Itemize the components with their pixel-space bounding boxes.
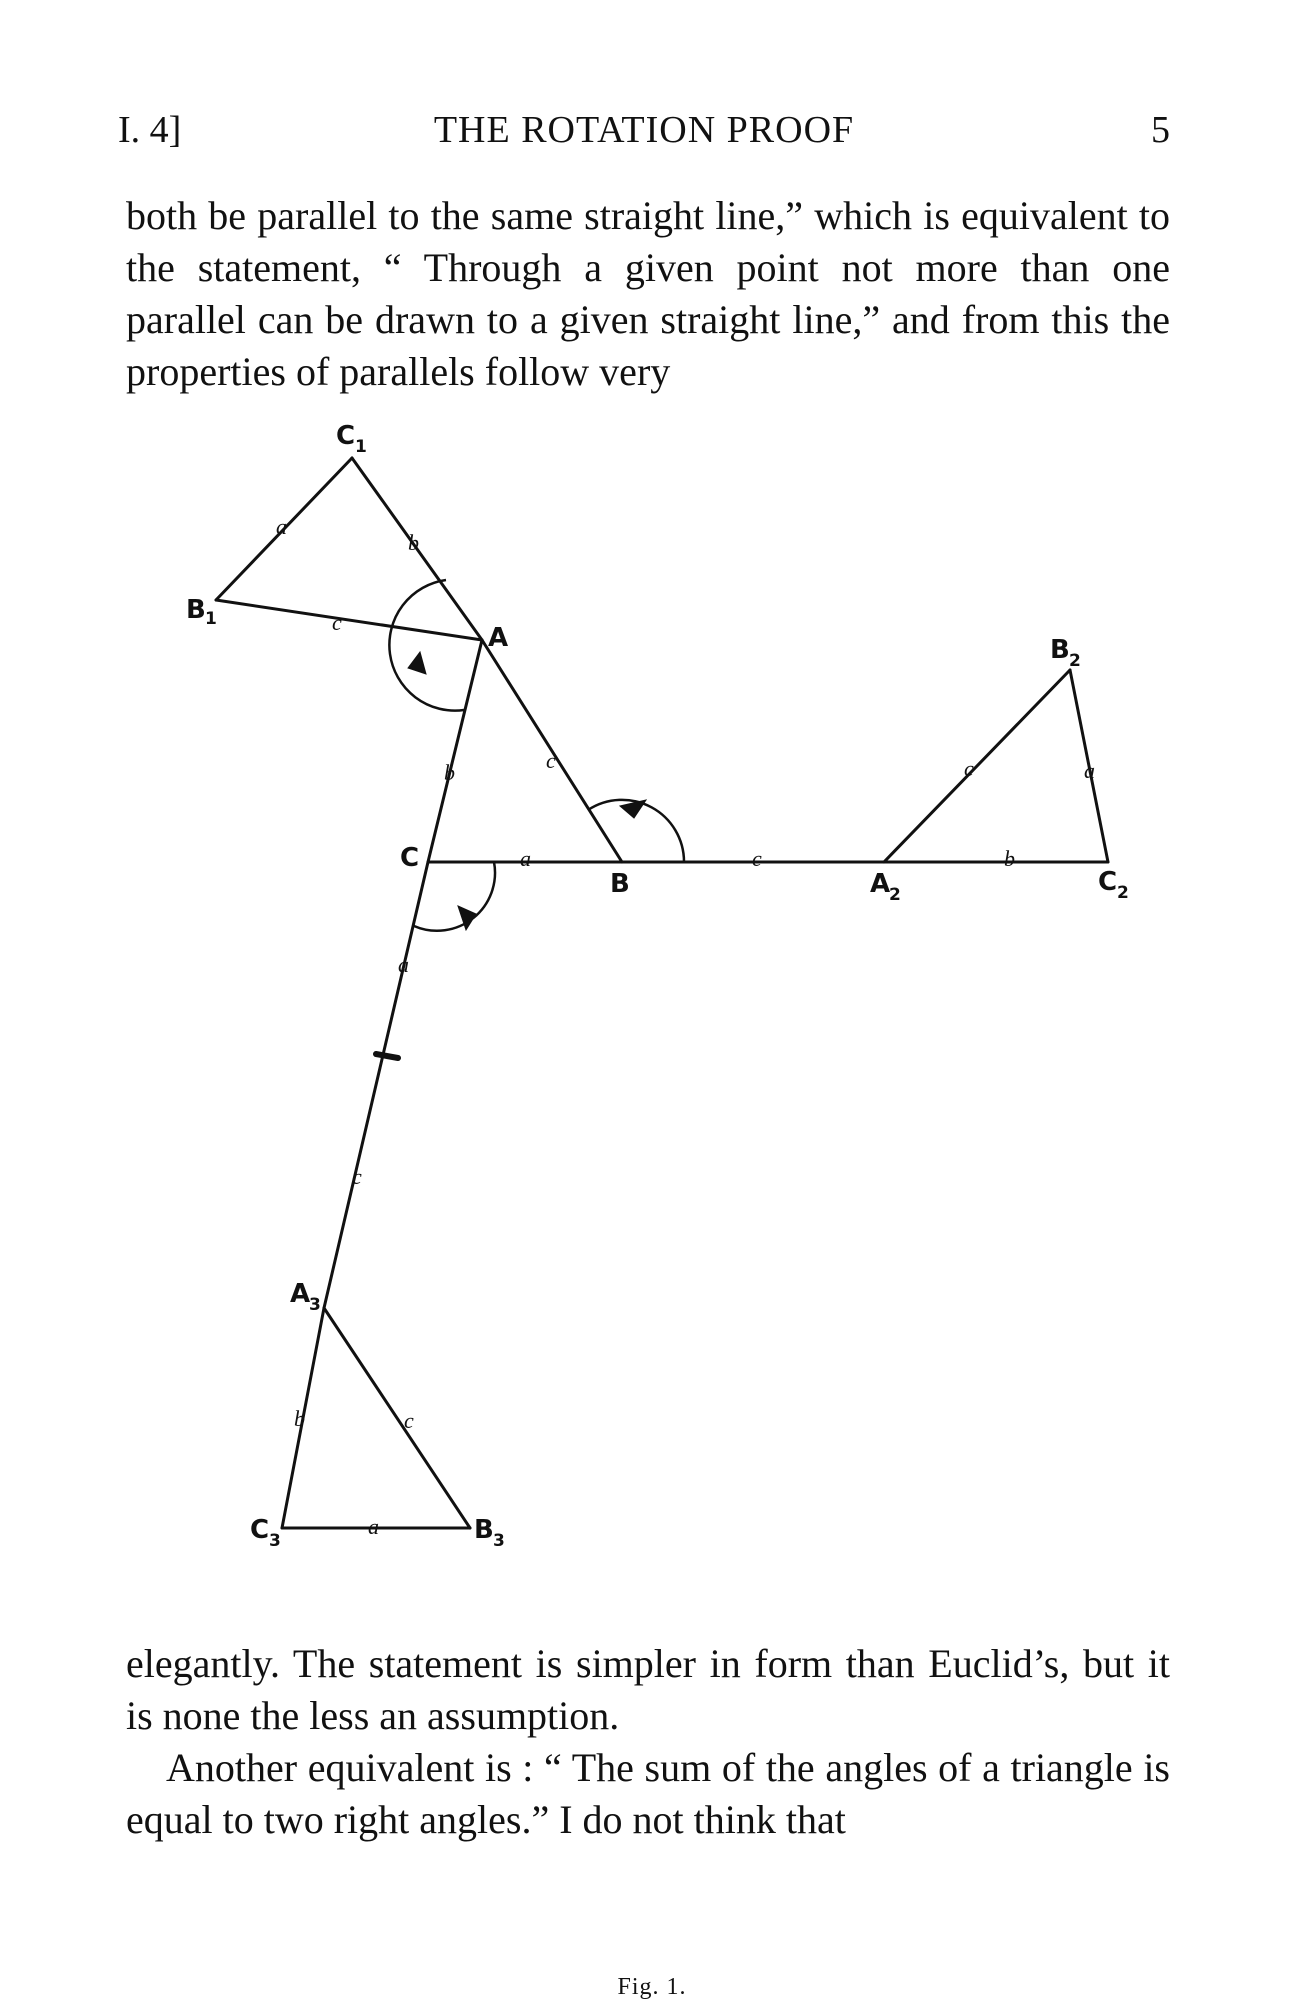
side-label-a-long: a xyxy=(398,952,409,977)
subscript-A2: 2 xyxy=(889,885,901,905)
subscript-A3: 3 xyxy=(309,1295,321,1315)
segment-C-A3 xyxy=(324,862,428,1308)
segment-A2-B2 xyxy=(884,670,1070,862)
side-label-a-tri3: a xyxy=(368,1514,379,1539)
running-head xyxy=(118,108,1170,158)
side-label-c-BA2: c xyxy=(752,846,762,871)
figure-caption: Fig. 1. xyxy=(617,1974,687,2000)
side-label-b-A2C2: b xyxy=(1004,846,1015,871)
section-number: I. 4] xyxy=(118,109,182,151)
subscript-B1: 1 xyxy=(205,609,217,629)
side-label-b-tri3: b xyxy=(294,1406,305,1431)
side-label-b-AC: b xyxy=(444,760,455,785)
paragraph-3: Another equivalent is : “ The sum of the angles of a triangle is equal to two right angles.” I do not think that xyxy=(126,1745,1170,1842)
point-label-A3: A xyxy=(290,1279,311,1309)
segment-B1-A xyxy=(216,600,482,640)
point-label-C2: C xyxy=(1098,867,1118,897)
point-label-B2: B xyxy=(1050,635,1070,665)
point-label-B3: B xyxy=(474,1515,494,1545)
point-label-C1: C xyxy=(336,421,356,451)
point-label-C3: C xyxy=(250,1515,270,1545)
side-label-a-tri1: a xyxy=(276,514,287,539)
side-label-c-tri3: c xyxy=(404,1408,414,1433)
subscript-B2: 2 xyxy=(1069,651,1081,671)
rotation-diagram xyxy=(0,420,1304,1560)
segment-A3-B3 xyxy=(324,1308,470,1528)
side-label-b-tri1: b xyxy=(408,530,419,555)
subscript-B3: 3 xyxy=(493,1531,505,1551)
point-label-A2: A xyxy=(870,869,891,899)
arrow-B-icon xyxy=(620,800,646,818)
side-label-c-tri1: c xyxy=(332,610,342,635)
point-label-B: B xyxy=(610,869,630,899)
segment-AC xyxy=(428,640,482,862)
side-label-c-A2B2: c xyxy=(964,756,974,781)
page-title: THE ROTATION PROOF xyxy=(433,109,855,151)
point-label-B1: B xyxy=(186,595,206,625)
subscript-C1: 1 xyxy=(355,437,367,457)
arrow-A-icon xyxy=(408,652,426,674)
side-label-c-AB: c xyxy=(546,748,556,773)
point-label-A: A xyxy=(488,623,509,653)
side-label-a-B2C2: a xyxy=(1084,758,1095,783)
side-label-a-CB: a xyxy=(520,846,531,871)
page-number: 5 xyxy=(1151,109,1170,151)
tick-mark xyxy=(376,1054,398,1058)
point-label-C: C xyxy=(400,843,420,873)
paragraph-1: both be parallel to the same straight line,” which is equivalent to the statement, “ Through a given point not more than one parallel can be drawn to a given straight line,” and from this the properties of parallels follow very xyxy=(126,193,1170,394)
subscript-C3: 3 xyxy=(269,1531,281,1551)
paragraph-2: elegantly. The statement is simpler in form than Euclid’s, but it is none the less an assumption. xyxy=(126,1641,1170,1738)
subscript-C2: 2 xyxy=(1117,883,1129,903)
side-label-c-long: c xyxy=(352,1164,362,1189)
